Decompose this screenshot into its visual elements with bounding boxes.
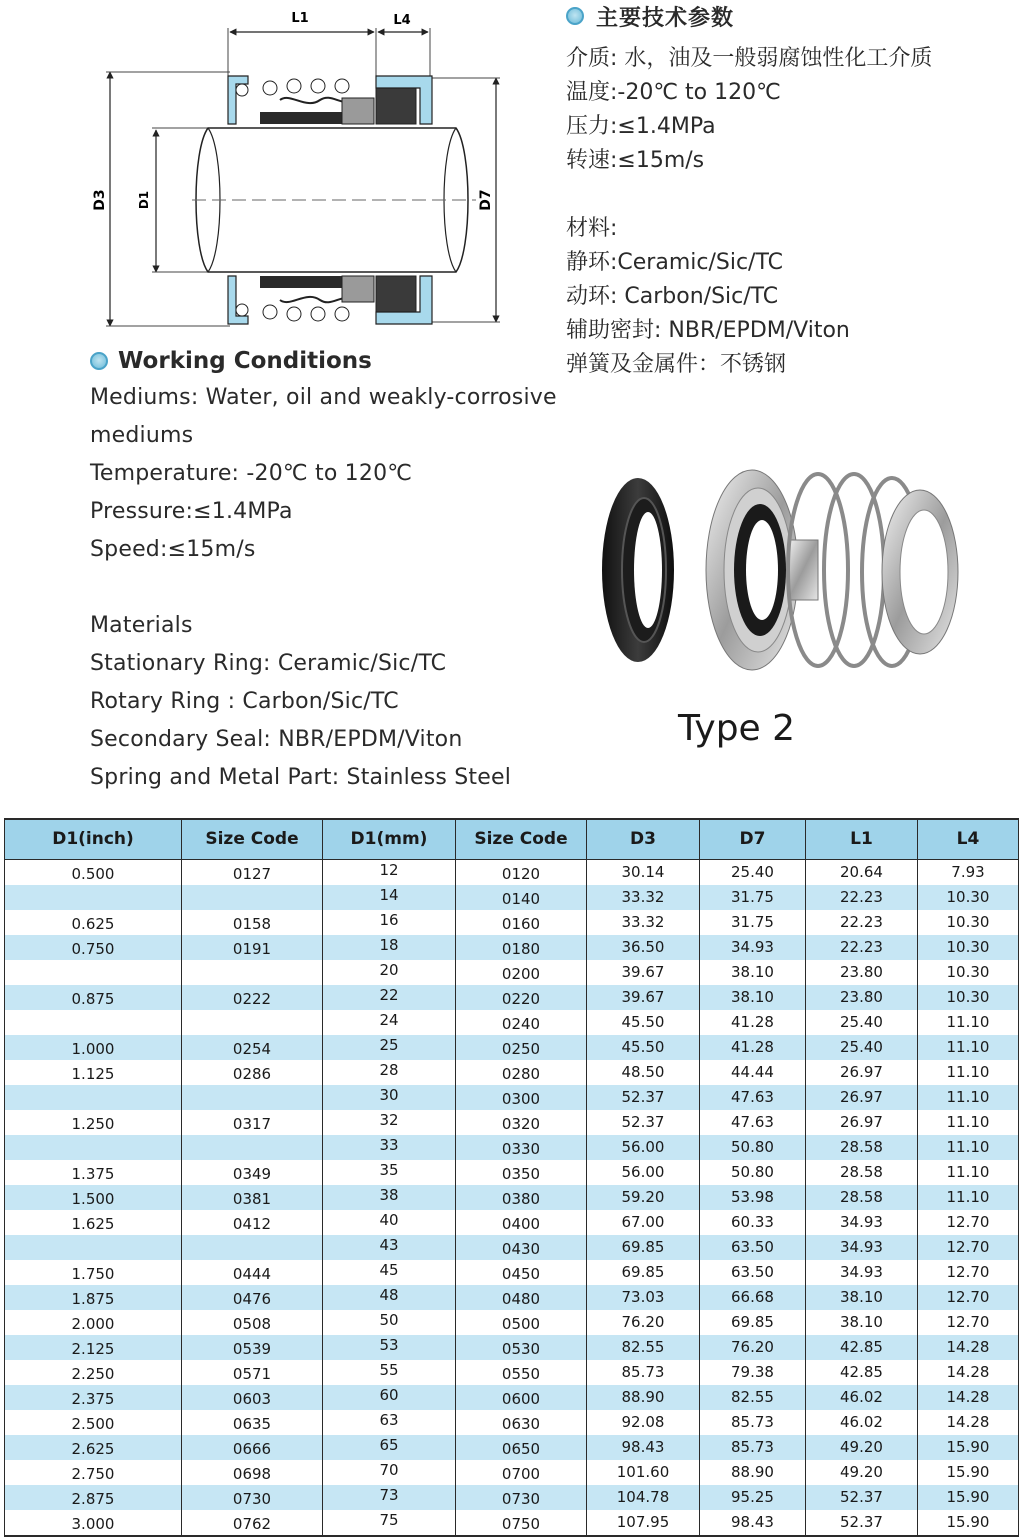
table-cell: 38.10 xyxy=(700,960,806,985)
table-row xyxy=(5,1185,1019,1210)
table-cell: 2.750 xyxy=(5,1460,182,1485)
table-cell: 0.500 xyxy=(5,859,182,885)
table-cell: 1.125 xyxy=(5,1060,182,1085)
table-cell: 55 xyxy=(323,1360,456,1385)
table-cell: 0191 xyxy=(182,935,323,960)
table-cell: 43 xyxy=(323,1235,456,1260)
en-mediums-line2: mediums xyxy=(90,423,194,448)
table-cell: 48 xyxy=(323,1285,456,1310)
table-row xyxy=(5,1085,1019,1110)
table-cell: 56.00 xyxy=(587,1160,700,1185)
table-cell: 18 xyxy=(323,935,456,960)
table-cell xyxy=(5,1085,182,1110)
table-cell: 34.93 xyxy=(806,1235,918,1260)
table-cell: 101.60 xyxy=(587,1460,700,1485)
rotary-ring-image xyxy=(706,470,818,670)
table-row xyxy=(5,1435,1019,1460)
table-cell: 25.40 xyxy=(700,859,806,885)
table-cell: 63.50 xyxy=(700,1260,806,1285)
en-secondary: Secondary Seal: NBR/EPDM/Viton xyxy=(90,727,463,752)
table-row xyxy=(5,1260,1019,1285)
table-cell xyxy=(182,960,323,985)
table-cell: 0430 xyxy=(456,1235,587,1260)
table-cell: 35 xyxy=(323,1160,456,1185)
table-cell: 63 xyxy=(323,1410,456,1435)
table-cell xyxy=(182,1135,323,1160)
table-cell: 0450 xyxy=(456,1260,587,1285)
table-cell: 65 xyxy=(323,1435,456,1460)
table-cell: 82.55 xyxy=(587,1335,700,1360)
table-cell: 63.50 xyxy=(700,1235,806,1260)
table-cell: 36.50 xyxy=(587,935,700,960)
table-cell: 10.30 xyxy=(918,885,1019,910)
table-cell: 0630 xyxy=(456,1410,587,1435)
table-cell: 11.10 xyxy=(918,1135,1019,1160)
table-cell: 0666 xyxy=(182,1435,323,1460)
english-spec-block xyxy=(90,343,620,797)
table-cell: 0317 xyxy=(182,1110,323,1135)
table-cell xyxy=(5,1135,182,1160)
column-header: D3 xyxy=(587,819,700,859)
table-cell: 30.14 xyxy=(587,859,700,885)
table-cell: 49.20 xyxy=(806,1460,918,1485)
table-cell: 0539 xyxy=(182,1335,323,1360)
table-cell: 0500 xyxy=(456,1310,587,1335)
table-cell: 0222 xyxy=(182,985,323,1010)
table-cell: 107.95 xyxy=(587,1510,700,1536)
table-cell: 23.80 xyxy=(806,960,918,985)
table-cell: 14.28 xyxy=(918,1385,1019,1410)
table-cell: 50.80 xyxy=(700,1135,806,1160)
table-cell: 11.10 xyxy=(918,1185,1019,1210)
table-cell: 76.20 xyxy=(587,1310,700,1335)
table-cell: 40 xyxy=(323,1210,456,1235)
table-cell: 3.000 xyxy=(5,1510,182,1536)
table-cell: 20.64 xyxy=(806,859,918,885)
table-cell: 92.08 xyxy=(587,1410,700,1435)
table-cell: 22.23 xyxy=(806,910,918,935)
table-cell: 34.93 xyxy=(806,1210,918,1235)
table-cell xyxy=(5,885,182,910)
seal-lower-half xyxy=(228,276,432,324)
table-cell: 31.75 xyxy=(700,885,806,910)
column-header: D1(inch) xyxy=(5,819,182,859)
table-cell xyxy=(5,1010,182,1035)
table-cell: 15.90 xyxy=(918,1510,1019,1536)
table-cell: 98.43 xyxy=(700,1510,806,1536)
table-row xyxy=(5,1485,1019,1510)
en-rotary: Rotary Ring : Carbon/Sic/TC xyxy=(90,689,399,714)
table-cell: 25 xyxy=(323,1035,456,1060)
en-pressure: Pressure:≤1.4MPa xyxy=(90,499,293,524)
table-row xyxy=(5,1335,1019,1360)
table-cell: 1.000 xyxy=(5,1035,182,1060)
table-cell: 12.70 xyxy=(918,1210,1019,1235)
table-cell: 69.85 xyxy=(587,1260,700,1285)
table-cell: 38.10 xyxy=(806,1285,918,1310)
en-temperature: Temperature: -20℃ to 120℃ xyxy=(90,461,413,486)
table-cell: 38.10 xyxy=(806,1310,918,1335)
table-cell: 0380 xyxy=(456,1185,587,1210)
en-heading: Working Conditions xyxy=(118,348,372,374)
table-row xyxy=(5,1210,1019,1235)
table-cell: 10.30 xyxy=(918,910,1019,935)
table-row xyxy=(5,910,1019,935)
table-cell: 45 xyxy=(323,1260,456,1285)
column-header: Size Code xyxy=(182,819,323,859)
table-cell: 0603 xyxy=(182,1385,323,1410)
table-cell: 22.23 xyxy=(806,885,918,910)
table-cell: 14.28 xyxy=(918,1410,1019,1435)
table-row xyxy=(5,1310,1019,1335)
table-cell: 25.40 xyxy=(806,1010,918,1035)
table-row xyxy=(5,1235,1019,1260)
table-cell: 0600 xyxy=(456,1385,587,1410)
table-cell: 39.67 xyxy=(587,960,700,985)
table-cell: 0412 xyxy=(182,1210,323,1235)
table-cell: 0286 xyxy=(182,1060,323,1085)
table-cell: 26.97 xyxy=(806,1110,918,1135)
table-row xyxy=(5,985,1019,1010)
table-cell xyxy=(182,1085,323,1110)
table-row xyxy=(5,935,1019,960)
table-cell: 42.85 xyxy=(806,1360,918,1385)
table-cell: 0.750 xyxy=(5,935,182,960)
table-cell: 12 xyxy=(323,859,456,885)
table-cell: 10.30 xyxy=(918,960,1019,985)
cn-heading: 主要技术参数 xyxy=(596,5,735,31)
table-cell: 42.85 xyxy=(806,1335,918,1360)
cn-pressure: 压力:≤1.4MPa xyxy=(566,114,716,139)
chinese-spec-block xyxy=(566,0,1016,382)
cn-stationary: 静环:Ceramic/Sic/TC xyxy=(566,250,783,275)
table-cell: 45.50 xyxy=(587,1010,700,1035)
circle-bullet-icon xyxy=(566,7,584,25)
table-cell: 0508 xyxy=(182,1310,323,1335)
column-header: D7 xyxy=(700,819,806,859)
table-cell: 22 xyxy=(323,985,456,1010)
en-speed: Speed:≤15m/s xyxy=(90,537,256,562)
table-cell: 85.73 xyxy=(587,1360,700,1385)
table-cell: 0120 xyxy=(456,859,587,885)
table-cell: 1.250 xyxy=(5,1110,182,1135)
table-cell: 2.500 xyxy=(5,1410,182,1435)
table-cell xyxy=(182,885,323,910)
table-row xyxy=(5,1110,1019,1135)
table-row xyxy=(5,1035,1019,1060)
table-cell: 73.03 xyxy=(587,1285,700,1310)
table-cell: 0750 xyxy=(456,1510,587,1536)
table-cell: 12.70 xyxy=(918,1260,1019,1285)
table-cell: 15.90 xyxy=(918,1485,1019,1510)
table-cell: 14.28 xyxy=(918,1335,1019,1360)
table-cell: 32 xyxy=(323,1110,456,1135)
table-cell: 0444 xyxy=(182,1260,323,1285)
table-cell: 0550 xyxy=(456,1360,587,1385)
column-header: L1 xyxy=(806,819,918,859)
table-cell: 104.78 xyxy=(587,1485,700,1510)
table-cell: 7.93 xyxy=(918,859,1019,885)
table-cell: 1.875 xyxy=(5,1285,182,1310)
table-cell: 14.28 xyxy=(918,1360,1019,1385)
table-cell: 12.70 xyxy=(918,1285,1019,1310)
table-cell: 28.58 xyxy=(806,1135,918,1160)
table-cell: 2.875 xyxy=(5,1485,182,1510)
table-cell: 11.10 xyxy=(918,1060,1019,1085)
column-header: L4 xyxy=(918,819,1019,859)
dim-label-d7: D7 xyxy=(478,189,494,211)
table-cell: 39.67 xyxy=(587,985,700,1010)
table-cell: 14 xyxy=(323,885,456,910)
size-table-container xyxy=(4,818,1018,1537)
table-cell: 0730 xyxy=(456,1485,587,1510)
table-cell: 75 xyxy=(323,1510,456,1536)
table-cell: 33.32 xyxy=(587,885,700,910)
cn-materials: 材料: xyxy=(566,216,618,241)
table-cell: 0762 xyxy=(182,1510,323,1536)
stationary-ring-image xyxy=(602,478,674,662)
table-cell: 16 xyxy=(323,910,456,935)
cn-heading-row xyxy=(566,0,1016,32)
table-cell: 73 xyxy=(323,1485,456,1510)
table-row xyxy=(5,859,1019,885)
table-cell: 88.90 xyxy=(700,1460,806,1485)
column-header: D1(mm) xyxy=(323,819,456,859)
table-cell: 2.000 xyxy=(5,1310,182,1335)
table-cell: 53.98 xyxy=(700,1185,806,1210)
table-row xyxy=(5,1410,1019,1435)
table-cell: 0698 xyxy=(182,1460,323,1485)
table-row xyxy=(5,1285,1019,1310)
table-cell: 0.625 xyxy=(5,910,182,935)
table-cell: 46.02 xyxy=(806,1385,918,1410)
table-cell: 0240 xyxy=(456,1010,587,1035)
table-cell: 0320 xyxy=(456,1110,587,1135)
en-mediums-line1: Mediums: Water, oil and weakly-corrosive xyxy=(90,385,557,410)
en-heading-row xyxy=(90,343,620,379)
table-row xyxy=(5,960,1019,985)
table-row xyxy=(5,1010,1019,1035)
table-cell: 33 xyxy=(323,1135,456,1160)
table-cell: 0571 xyxy=(182,1360,323,1385)
cn-temperature: 温度:-20℃ to 120℃ xyxy=(566,80,781,105)
table-cell: 0250 xyxy=(456,1035,587,1060)
table-cell: 69.85 xyxy=(700,1310,806,1335)
table-cell: 0530 xyxy=(456,1335,587,1360)
table-cell: 0140 xyxy=(456,885,587,910)
cn-secondary: 辅助密封: NBR/EPDM/Viton xyxy=(566,318,850,343)
table-cell: 2.250 xyxy=(5,1360,182,1385)
table-cell: 0381 xyxy=(182,1185,323,1210)
seal-cross-section-diagram xyxy=(80,0,520,340)
table-cell: 85.73 xyxy=(700,1410,806,1435)
product-photo xyxy=(592,460,972,690)
table-row xyxy=(5,1060,1019,1085)
table-cell: 12.70 xyxy=(918,1235,1019,1260)
dim-label-d3: D3 xyxy=(92,189,108,211)
table-cell: 76.20 xyxy=(700,1335,806,1360)
table-cell: 34.93 xyxy=(700,935,806,960)
table-cell: 0220 xyxy=(456,985,587,1010)
table-cell: 38 xyxy=(323,1185,456,1210)
table-cell: 47.63 xyxy=(700,1110,806,1135)
table-cell: 0280 xyxy=(456,1060,587,1085)
size-table xyxy=(4,818,1019,1537)
dim-label-d1: D1 xyxy=(137,190,151,210)
table-cell: 25.40 xyxy=(806,1035,918,1060)
table-cell: 50.80 xyxy=(700,1160,806,1185)
table-cell: 52.37 xyxy=(587,1110,700,1135)
table-cell: 0476 xyxy=(182,1285,323,1310)
table-cell: 23.80 xyxy=(806,985,918,1010)
table-cell: 95.25 xyxy=(700,1485,806,1510)
table-cell: 15.90 xyxy=(918,1435,1019,1460)
table-cell: 52.37 xyxy=(806,1510,918,1536)
table-cell: 10.30 xyxy=(918,935,1019,960)
table-cell: 38.10 xyxy=(700,985,806,1010)
table-cell: 47.63 xyxy=(700,1085,806,1110)
table-cell: 0730 xyxy=(182,1485,323,1510)
table-cell: 45.50 xyxy=(587,1035,700,1060)
table-cell: 1.375 xyxy=(5,1160,182,1185)
table-cell: 0650 xyxy=(456,1435,587,1460)
table-cell: 1.625 xyxy=(5,1210,182,1235)
table-cell: 11.10 xyxy=(918,1035,1019,1060)
en-spring: Spring and Metal Part: Stainless Steel xyxy=(90,765,512,790)
table-cell: 0700 xyxy=(456,1460,587,1485)
table-cell: 28.58 xyxy=(806,1160,918,1185)
table-cell: 10.30 xyxy=(918,985,1019,1010)
table-cell: 98.43 xyxy=(587,1435,700,1460)
table-cell: 69.85 xyxy=(587,1235,700,1260)
end-ring-image xyxy=(882,490,958,654)
table-cell: 52.37 xyxy=(806,1485,918,1510)
table-cell xyxy=(5,960,182,985)
table-cell: 0127 xyxy=(182,859,323,885)
table-cell: 41.28 xyxy=(700,1010,806,1035)
table-cell: 0480 xyxy=(456,1285,587,1310)
table-cell: 70 xyxy=(323,1460,456,1485)
table-cell: 24 xyxy=(323,1010,456,1035)
table-row xyxy=(5,885,1019,910)
cn-rotary: 动环: Carbon/Sic/TC xyxy=(566,284,779,309)
table-row xyxy=(5,1135,1019,1160)
table-cell: 88.90 xyxy=(587,1385,700,1410)
table-cell: 82.55 xyxy=(700,1385,806,1410)
table-cell: 1.500 xyxy=(5,1185,182,1210)
table-cell: 15.90 xyxy=(918,1460,1019,1485)
table-cell: 0180 xyxy=(456,935,587,960)
table-cell: 0254 xyxy=(182,1035,323,1060)
table-cell: 53 xyxy=(323,1335,456,1360)
table-cell: 2.375 xyxy=(5,1385,182,1410)
table-cell: 26.97 xyxy=(806,1060,918,1085)
table-cell: 49.20 xyxy=(806,1435,918,1460)
table-row xyxy=(5,1510,1019,1536)
table-cell: 33.32 xyxy=(587,910,700,935)
table-cell: 60.33 xyxy=(700,1210,806,1235)
en-materials: Materials xyxy=(90,613,193,638)
table-cell xyxy=(5,1235,182,1260)
cn-speed: 转速:≤15m/s xyxy=(566,148,705,173)
table-cell: 52.37 xyxy=(587,1085,700,1110)
table-cell: 0300 xyxy=(456,1085,587,1110)
dim-label-l4: L4 xyxy=(393,13,411,28)
table-cell: 31.75 xyxy=(700,910,806,935)
table-cell: 67.00 xyxy=(587,1210,700,1235)
table-cell: 59.20 xyxy=(587,1185,700,1210)
table-row xyxy=(5,1160,1019,1185)
table-cell: 46.02 xyxy=(806,1410,918,1435)
table-cell: 1.750 xyxy=(5,1260,182,1285)
table-cell: 0.875 xyxy=(5,985,182,1010)
circle-bullet-icon xyxy=(90,352,108,370)
table-cell: 41.28 xyxy=(700,1035,806,1060)
table-cell: 0350 xyxy=(456,1160,587,1185)
table-row xyxy=(5,1460,1019,1485)
table-cell: 0200 xyxy=(456,960,587,985)
table-cell: 79.38 xyxy=(700,1360,806,1385)
table-cell: 11.10 xyxy=(918,1010,1019,1035)
table-cell: 48.50 xyxy=(587,1060,700,1085)
table-cell xyxy=(182,1235,323,1260)
table-cell: 0330 xyxy=(456,1135,587,1160)
table-cell: 20 xyxy=(323,960,456,985)
table-cell: 30 xyxy=(323,1085,456,1110)
table-row xyxy=(5,1360,1019,1385)
cn-medium: 介质: 水，油及一般弱腐蚀性化工介质 xyxy=(566,46,933,71)
table-cell xyxy=(182,1010,323,1035)
table-cell: 50 xyxy=(323,1310,456,1335)
cn-spring: 弹簧及金属件：不锈钢 xyxy=(566,352,787,377)
table-cell: 2.625 xyxy=(5,1435,182,1460)
table-row xyxy=(5,1385,1019,1410)
table-cell: 11.10 xyxy=(918,1110,1019,1135)
table-cell: 0400 xyxy=(456,1210,587,1235)
table-cell: 0160 xyxy=(456,910,587,935)
table-cell: 60 xyxy=(323,1385,456,1410)
table-cell: 34.93 xyxy=(806,1260,918,1285)
table-cell: 2.125 xyxy=(5,1335,182,1360)
table-cell: 0349 xyxy=(182,1160,323,1185)
table-cell: 26.97 xyxy=(806,1085,918,1110)
dim-label-l1: L1 xyxy=(291,11,309,26)
table-cell: 22.23 xyxy=(806,935,918,960)
seal-upper-half xyxy=(228,76,432,124)
table-cell: 66.68 xyxy=(700,1285,806,1310)
table-cell: 28.58 xyxy=(806,1185,918,1210)
table-cell: 85.73 xyxy=(700,1435,806,1460)
type-label: Type 2 xyxy=(678,708,796,749)
en-stationary: Stationary Ring: Ceramic/Sic/TC xyxy=(90,651,447,676)
table-cell: 56.00 xyxy=(587,1135,700,1160)
table-cell: 11.10 xyxy=(918,1085,1019,1110)
table-cell: 11.10 xyxy=(918,1160,1019,1185)
table-cell: 12.70 xyxy=(918,1310,1019,1335)
table-cell: 0635 xyxy=(182,1410,323,1435)
column-header: Size Code xyxy=(456,819,587,859)
table-cell: 0158 xyxy=(182,910,323,935)
table-header-row xyxy=(5,819,1019,859)
table-cell: 28 xyxy=(323,1060,456,1085)
table-cell: 44.44 xyxy=(700,1060,806,1085)
